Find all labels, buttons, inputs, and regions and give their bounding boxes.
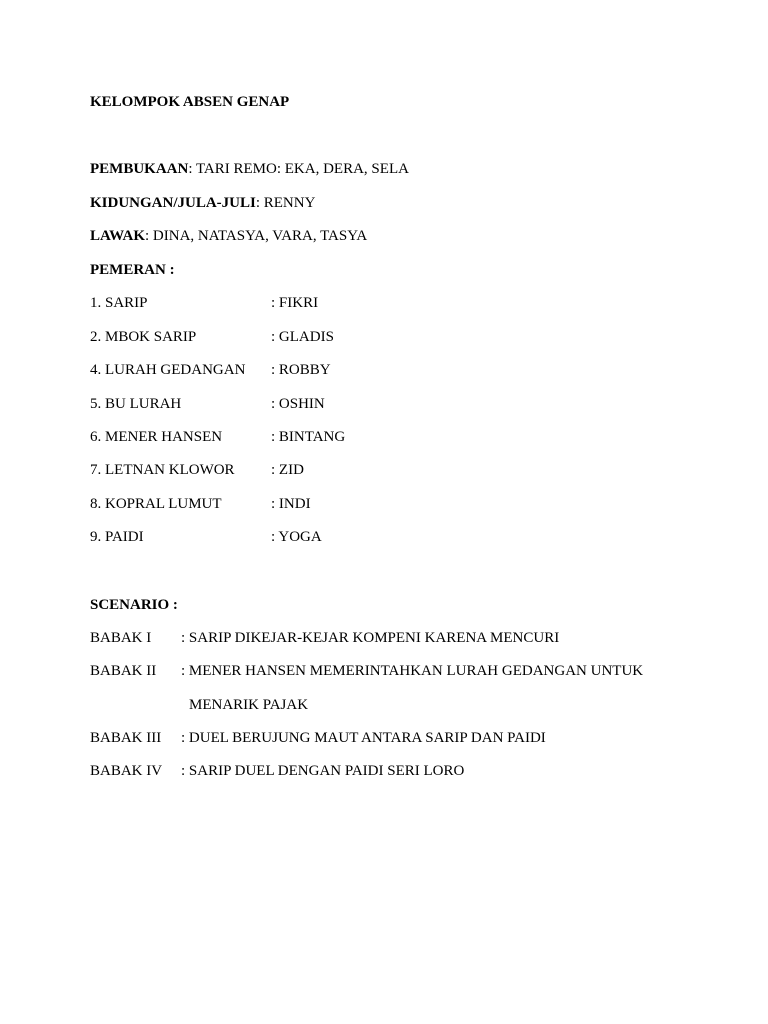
- cast-actor: : YOGA: [271, 529, 322, 545]
- cast-role: 1. SARIP: [90, 295, 148, 311]
- kidungan-value: : RENNY: [255, 195, 316, 211]
- cast-actor: : BINTANG: [271, 429, 346, 445]
- cast-actor: : ZID: [271, 462, 304, 478]
- cast-role: 7. LETNAN KLOWOR: [90, 462, 235, 478]
- pemeran-heading: [90, 261, 175, 279]
- cast-actor: : INDI: [271, 496, 311, 512]
- pembukaan-label: PEMBUKAAN: [90, 161, 189, 177]
- cast-row: [90, 294, 318, 312]
- cast-role: 2. MBOK SARIP: [90, 329, 197, 345]
- cast-role: 8. KOPRAL LUMUT: [90, 496, 222, 512]
- title-text: KELOMPOK ABSEN GENAP: [90, 94, 290, 110]
- scene-row: [90, 729, 546, 747]
- cast-row: [90, 361, 331, 379]
- scene-babak: BABAK II: [90, 663, 157, 679]
- cast-role: 9. PAIDI: [90, 529, 144, 545]
- scene-desc-continuation: [189, 696, 308, 714]
- scene-desc: : DUEL BERUJUNG MAUT ANTARA SARIP DAN PAIDI: [181, 730, 546, 746]
- cast-row: [90, 461, 304, 479]
- scene-babak: BABAK IV: [90, 763, 163, 779]
- cast-actor: : GLADIS: [271, 329, 334, 345]
- document-title: [90, 93, 289, 111]
- lawak-line: [90, 227, 367, 245]
- scene-babak: BABAK I: [90, 630, 152, 646]
- scene-desc-cont: MENARIK PAJAK: [189, 697, 309, 713]
- cast-role: 5. BU LURAH: [90, 396, 182, 412]
- scene-desc: : SARIP DIKEJAR-KEJAR KOMPENI KARENA MENCURI: [181, 630, 560, 646]
- cast-role: 6. MENER HANSEN: [90, 429, 223, 445]
- pemeran-heading-text: PEMERAN :: [90, 262, 175, 278]
- kidungan-line: [90, 194, 315, 212]
- lawak-value: : DINA, NATASYA, VARA, TASYA: [145, 228, 368, 244]
- scene-row: [90, 762, 464, 780]
- pembukaan-value: : TARI REMO: EKA, DERA, SELA: [188, 161, 409, 177]
- cast-row: [90, 528, 322, 546]
- scenario-heading-text: SCENARIO :: [90, 597, 178, 613]
- scene-babak: BABAK III: [90, 730, 162, 746]
- cast-row: [90, 428, 345, 446]
- scene-row: [90, 662, 643, 680]
- scene-desc: : SARIP DUEL DENGAN PAIDI SERI LORO: [181, 763, 465, 779]
- cast-actor: : OSHIN: [271, 396, 325, 412]
- cast-row: [90, 395, 325, 413]
- lawak-label: LAWAK: [90, 228, 146, 244]
- scene-row: [90, 629, 559, 647]
- cast-actor: : FIKRI: [271, 295, 319, 311]
- cast-actor: : ROBBY: [271, 362, 331, 378]
- scenario-heading: [90, 596, 178, 614]
- scene-desc: : MENER HANSEN MEMERINTAHKAN LURAH GEDANGAN UNTUK: [181, 663, 644, 679]
- cast-row: [90, 328, 334, 346]
- cast-row: [90, 495, 311, 513]
- cast-role: 4. LURAH GEDANGAN: [90, 362, 246, 378]
- kidungan-label: KIDUNGAN/JULA-JULI: [90, 195, 256, 211]
- pembukaan-line: [90, 160, 409, 178]
